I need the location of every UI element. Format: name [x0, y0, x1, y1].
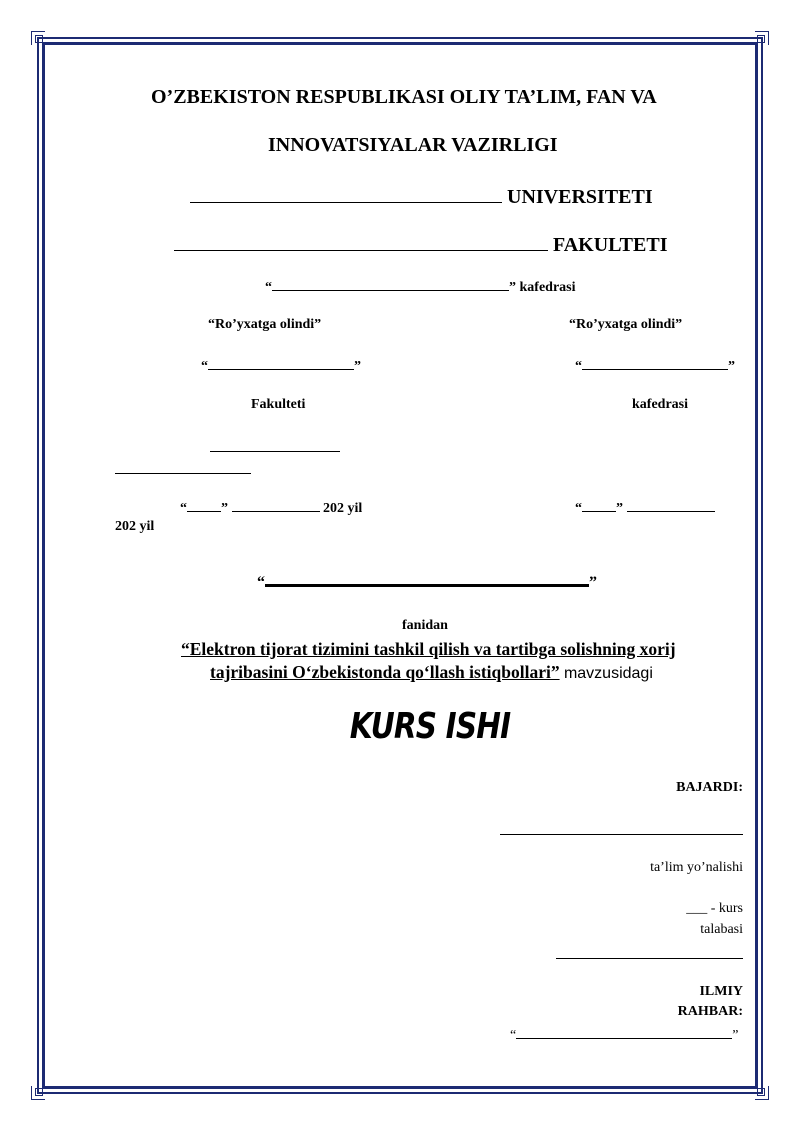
registration-date-right-year: 202 yil: [115, 519, 155, 534]
registration-date-right: “ ”: [575, 497, 715, 517]
performer-name-blank: [500, 820, 743, 835]
registration-right-blank: “ ”: [575, 355, 735, 375]
university-label: UNIVERSITETI: [507, 186, 653, 208]
document-title: KURS ISHI: [349, 706, 511, 747]
registration-right-label: “Ro’yxatga olindi”: [569, 317, 683, 332]
registration-left-unit: Fakulteti: [251, 397, 306, 412]
performer-label: BAJARDI:: [676, 780, 743, 795]
student-label: talabasi: [700, 922, 743, 937]
topic-line2-text: tajribasini O‘zbekistonda qo‘llash istiqbollari”: [210, 662, 560, 682]
supervisor-label-line1: ILMIY: [699, 984, 743, 999]
frame-corner-ornament: [755, 1086, 769, 1100]
department-blank: [272, 276, 509, 291]
registration-date-left: “ ” 202 yil: [180, 497, 362, 517]
signature-line-left: [210, 437, 340, 452]
university-line: [190, 180, 653, 209]
frame-corner-ornament: [31, 1086, 45, 1100]
fanidan-label: fanidan: [402, 618, 448, 633]
faculty-line: [174, 228, 667, 257]
course-label: ___ - kurs: [686, 901, 743, 916]
student-name-blank: [556, 944, 743, 959]
registration-right-unit: kafedrasi: [632, 397, 688, 412]
frame-corner-ornament: [31, 31, 45, 45]
faculty-label: FAKULTETI: [553, 234, 668, 256]
direction-label: ta’lim yo’nalishi: [650, 860, 743, 875]
registration-left-label: “Ro’yxatga olindi”: [208, 317, 322, 332]
supervisor-name-line: “ ”: [510, 1024, 738, 1044]
subject-name-line: “ ”: [257, 568, 597, 592]
subject-name-blank: [265, 568, 589, 587]
signature-line-right: [115, 459, 251, 474]
department-line: “ ” kafedrasi: [265, 276, 576, 296]
topic-line1: “Elektron tijorat tizimini tashkil qilish va tartibga solishning xorij: [181, 639, 676, 659]
topic-line2: [210, 662, 653, 683]
university-blank: [190, 180, 502, 203]
ministry-title-line2: INNOVATSIYALAR VAZIRLIGI: [268, 134, 558, 156]
ministry-title-line1: O’ZBEKISTON RESPUBLIKASI OLIY TA’LIM, FAN VA: [151, 86, 657, 108]
faculty-blank: [174, 228, 548, 251]
department-label: kafedrasi: [519, 280, 576, 295]
frame-corner-ornament: [755, 31, 769, 45]
supervisor-name-blank: [516, 1024, 732, 1039]
registration-left-blank: “ ”: [201, 355, 361, 375]
mavzusidagi-label: mavzusidagi: [563, 665, 653, 682]
supervisor-label-line2: RAHBAR:: [677, 1004, 743, 1019]
